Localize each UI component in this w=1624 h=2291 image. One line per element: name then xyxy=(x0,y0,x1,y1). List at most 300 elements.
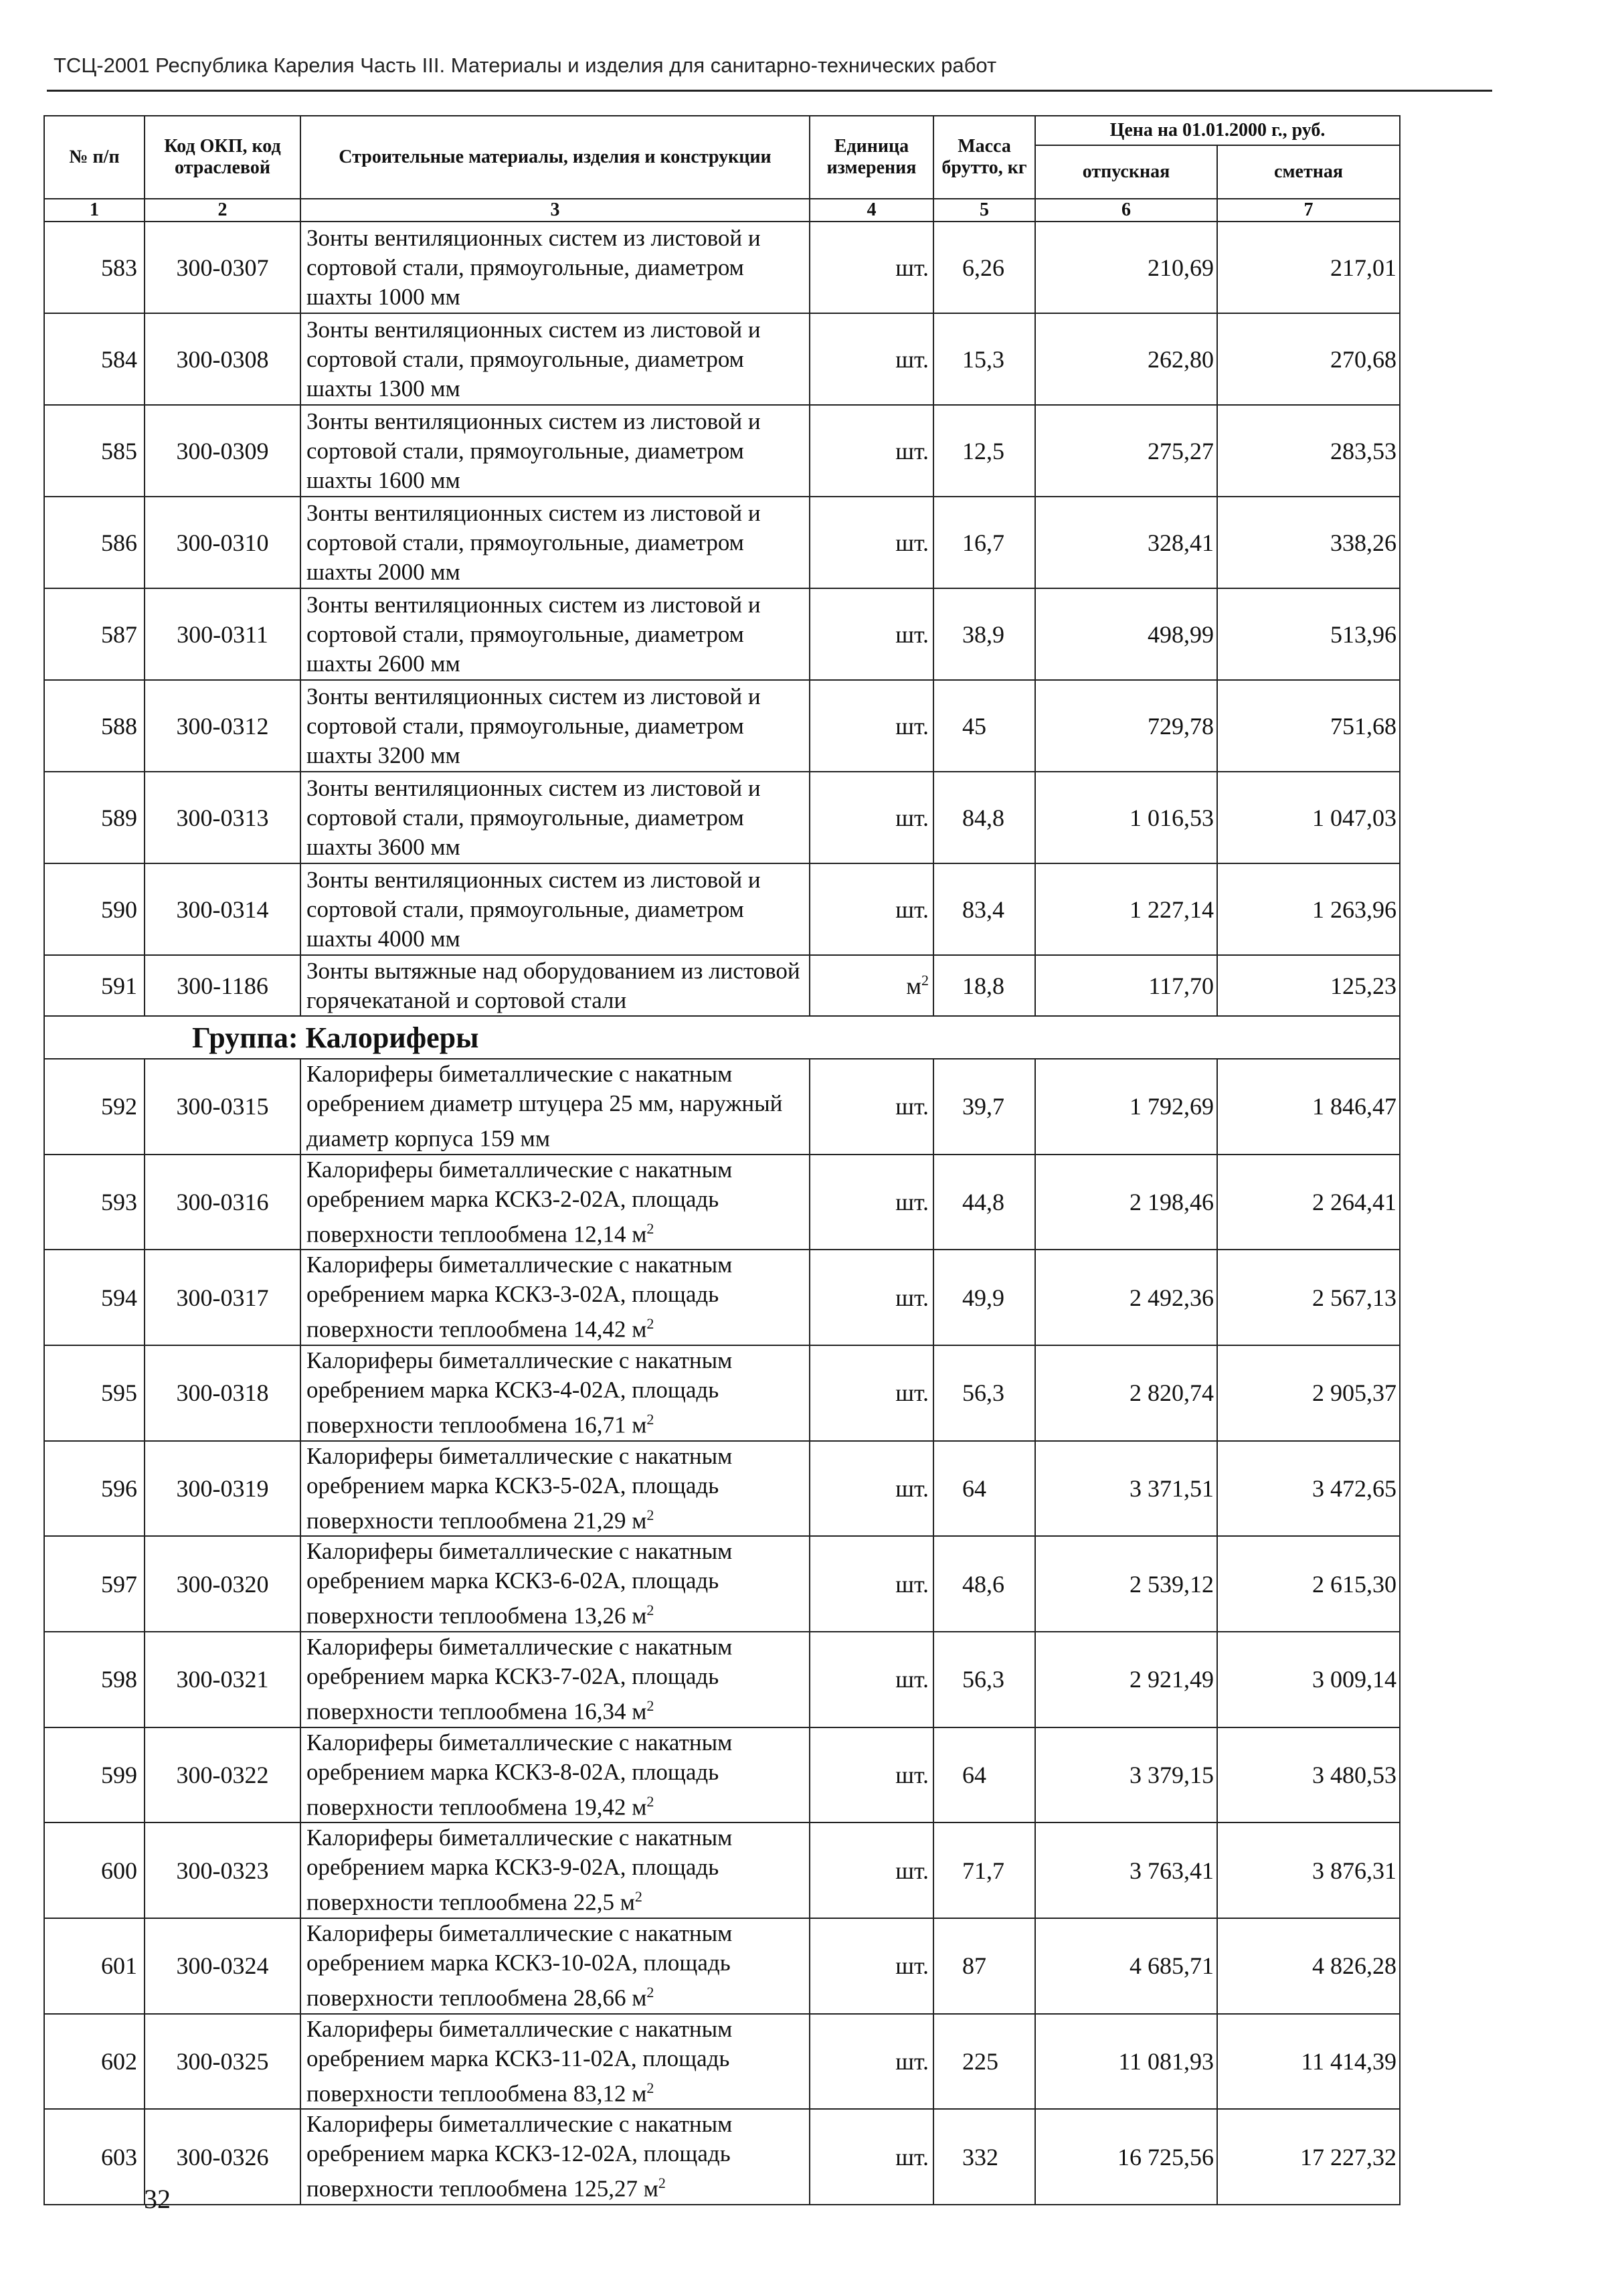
okp-code xyxy=(145,497,300,588)
row-number xyxy=(44,1250,145,1345)
okp-code-text: 300-0310 xyxy=(176,529,269,556)
gross-mass-text: 87 xyxy=(962,1952,986,1980)
material-name xyxy=(300,497,810,588)
release-price-text: 2 921,49 xyxy=(1130,1666,1214,1693)
table-row xyxy=(44,1345,1400,1441)
column-number: 4 xyxy=(810,199,933,222)
okp-code xyxy=(145,1250,300,1345)
release-price-text: 16 725,56 xyxy=(1117,2143,1214,2171)
unit-of-measure-text: шт. xyxy=(895,1666,929,1693)
estimate-price-text: 1 846,47 xyxy=(1312,1093,1396,1120)
row-number xyxy=(44,1441,145,1537)
gross-mass-text: 44,8 xyxy=(962,1188,1004,1215)
column-number: 5 xyxy=(933,199,1035,222)
row-number xyxy=(44,680,145,772)
row-number-text: 594 xyxy=(101,1284,137,1311)
okp-code-text: 300-0323 xyxy=(176,1857,269,1884)
material-name-text: Зонты вентиляционных систем из листовой и сортовой стали, прямоугольные, диаметром шахты 1600 мм xyxy=(306,408,761,493)
gross-mass-text: 83,4 xyxy=(962,896,1004,923)
unit-of-measure xyxy=(810,2109,933,2205)
gross-mass-text: 16,7 xyxy=(962,529,1004,556)
release-price xyxy=(1035,1441,1217,1537)
okp-code-text: 300-0325 xyxy=(176,2047,269,2075)
table-row xyxy=(44,1822,1400,1918)
gross-mass xyxy=(933,1536,1035,1632)
row-number xyxy=(44,1632,145,1727)
estimate-price xyxy=(1217,1059,1400,1155)
unit-of-measure xyxy=(810,772,933,863)
row-number xyxy=(44,2109,145,2205)
row-number xyxy=(44,222,145,313)
row-number xyxy=(44,1918,145,2014)
material-name-text: Калориферы биметаллические с накатным оребрением марка КСК3-8-02А, площадь поверхности теплообмена 19,42 м xyxy=(306,1729,733,1820)
row-number xyxy=(44,2014,145,2110)
unit-of-measure xyxy=(810,2014,933,2110)
row-number-text: 596 xyxy=(101,1474,137,1502)
okp-code xyxy=(145,405,300,497)
release-price-text: 4 685,71 xyxy=(1130,1952,1214,1980)
estimate-price-text: 4 826,28 xyxy=(1312,1952,1396,1980)
group-row xyxy=(44,1016,1400,1059)
release-price-text: 262,80 xyxy=(1148,345,1214,373)
estimate-price xyxy=(1217,1345,1400,1441)
gross-mass xyxy=(933,2109,1035,2205)
gross-mass xyxy=(933,2014,1035,2110)
row-number xyxy=(44,1059,145,1155)
okp-code-text: 300-0307 xyxy=(176,254,269,281)
row-number-text: 592 xyxy=(101,1093,137,1120)
release-price xyxy=(1035,497,1217,588)
unit-of-measure-text: шт. xyxy=(895,437,929,464)
unit-of-measure-text: шт. xyxy=(895,254,929,281)
unit-of-measure xyxy=(810,1059,933,1155)
row-number xyxy=(44,1345,145,1441)
col-header-price-estimate: сметная xyxy=(1217,145,1400,199)
table-row xyxy=(44,1059,1400,1155)
table-row xyxy=(44,497,1400,588)
row-number xyxy=(44,1155,145,1250)
table-row xyxy=(44,1250,1400,1345)
unit-of-measure-text: шт. xyxy=(895,1570,929,1598)
material-name xyxy=(300,1250,810,1345)
estimate-price xyxy=(1217,2014,1400,2110)
estimate-price xyxy=(1217,955,1400,1016)
unit-of-measure-text: шт. xyxy=(895,1284,929,1311)
okp-code xyxy=(145,1918,300,2014)
estimate-price xyxy=(1217,222,1400,313)
unit-of-measure-text: м xyxy=(906,972,921,999)
material-name-text: Калориферы биметаллические с накатным оребрением марка КСК3-11-02А, площадь поверхности теплообмена 83,12 м xyxy=(306,2015,733,2107)
gross-mass-text: 84,8 xyxy=(962,804,1004,831)
okp-code-text: 300-0322 xyxy=(176,1761,269,1788)
unit-of-measure-text: шт. xyxy=(895,1093,929,1120)
page-header-title: ТСЦ-2001 Республика Карелия Часть III. Материалы и изделия для санитарно-технических работ xyxy=(54,54,997,77)
release-price-text: 275,27 xyxy=(1148,437,1214,464)
unit-of-measure xyxy=(810,1441,933,1537)
material-name xyxy=(300,1345,810,1441)
release-price xyxy=(1035,2014,1217,2110)
row-number xyxy=(44,1536,145,1632)
material-name xyxy=(300,2109,810,2205)
unit-of-measure-text: шт. xyxy=(895,2143,929,2171)
release-price xyxy=(1035,1250,1217,1345)
release-price xyxy=(1035,1345,1217,1441)
material-name-text: Калориферы биметаллические с накатным оребрением марка КСК3-4-02А, площадь поверхности теплообмена 16,71 м xyxy=(306,1347,733,1438)
unit-of-measure xyxy=(810,863,933,955)
release-price-text: 117,70 xyxy=(1148,972,1214,999)
gross-mass-text: 15,3 xyxy=(962,345,1004,373)
release-price xyxy=(1035,1059,1217,1155)
gross-mass xyxy=(933,1822,1035,1918)
release-price-text: 498,99 xyxy=(1148,620,1214,648)
unit-of-measure xyxy=(810,1536,933,1632)
release-price-text: 3 371,51 xyxy=(1130,1474,1214,1502)
release-price xyxy=(1035,588,1217,680)
row-number xyxy=(44,497,145,588)
okp-code xyxy=(145,2014,300,2110)
estimate-price-text: 751,68 xyxy=(1330,712,1396,740)
release-price xyxy=(1035,1727,1217,1823)
table-row xyxy=(44,405,1400,497)
release-price xyxy=(1035,1155,1217,1250)
unit-of-measure xyxy=(810,222,933,313)
okp-code-text: 300-0311 xyxy=(177,620,268,648)
table-row xyxy=(44,313,1400,405)
gross-mass-text: 48,6 xyxy=(962,1570,1004,1598)
table-row xyxy=(44,955,1400,1016)
material-name xyxy=(300,1632,810,1727)
material-name xyxy=(300,955,810,1016)
material-name-text: Зонты вентиляционных систем из листовой и сортовой стали, прямоугольные, диаметром шахты 1300 мм xyxy=(306,316,761,402)
material-name-text: Калориферы биметаллические с накатным оребрением марка КСК3-7-02А, площадь поверхности теплообмена 16,34 м xyxy=(306,1633,733,1725)
okp-code-text: 300-0326 xyxy=(176,2143,269,2171)
estimate-price-text: 3 009,14 xyxy=(1312,1666,1396,1693)
release-price-text: 3 379,15 xyxy=(1130,1761,1214,1788)
gross-mass-text: 71,7 xyxy=(962,1857,1004,1884)
gross-mass xyxy=(933,1632,1035,1727)
estimate-price xyxy=(1217,1536,1400,1632)
gross-mass-text: 12,5 xyxy=(962,437,1004,464)
name-superscript: 2 xyxy=(658,2175,666,2192)
estimate-price-text: 217,01 xyxy=(1330,254,1396,281)
row-number xyxy=(44,1727,145,1823)
material-name-text: Зонты вентиляционных систем из листовой и сортовой стали, прямоугольные, диаметром шахты 4000 мм xyxy=(306,866,761,952)
material-name xyxy=(300,1059,810,1155)
material-name xyxy=(300,313,810,405)
row-number-text: 589 xyxy=(101,804,137,831)
estimate-price-text: 3 876,31 xyxy=(1312,1857,1396,1884)
row-number xyxy=(44,772,145,863)
gross-mass xyxy=(933,1250,1035,1345)
gross-mass-text: 38,9 xyxy=(962,620,1004,648)
material-name-text: Зонты вытяжные над оборудованием из листовой горячекатаной и сортовой стали xyxy=(306,957,800,1013)
release-price xyxy=(1035,2109,1217,2205)
release-price xyxy=(1035,1822,1217,1918)
okp-code xyxy=(145,1059,300,1155)
material-name xyxy=(300,1918,810,2014)
release-price-text: 210,69 xyxy=(1148,254,1214,281)
okp-code-text: 300-0312 xyxy=(176,712,269,740)
col-header-code: Код ОКП, код отраслевой xyxy=(145,116,300,199)
release-price-text: 11 081,93 xyxy=(1118,2047,1214,2075)
row-number-text: 597 xyxy=(101,1570,137,1598)
unit-of-measure-text: шт. xyxy=(895,1761,929,1788)
table-row xyxy=(44,588,1400,680)
row-number xyxy=(44,405,145,497)
col-header-name: Строительные материалы, изделия и конструкции xyxy=(300,116,810,199)
gross-mass xyxy=(933,313,1035,405)
okp-code-text: 300-0308 xyxy=(176,345,269,373)
estimate-price xyxy=(1217,1250,1400,1345)
unit-of-measure-text: шт. xyxy=(895,1857,929,1884)
release-price-text: 1 227,14 xyxy=(1130,896,1214,923)
column-number: 7 xyxy=(1217,199,1400,222)
unit-of-measure xyxy=(810,1632,933,1727)
gross-mass xyxy=(933,405,1035,497)
estimate-price xyxy=(1217,1632,1400,1727)
estimate-price xyxy=(1217,405,1400,497)
row-number-text: 600 xyxy=(101,1857,137,1884)
estimate-price xyxy=(1217,1155,1400,1250)
material-name xyxy=(300,2014,810,2110)
gross-mass xyxy=(933,1155,1035,1250)
estimate-price-text: 270,68 xyxy=(1330,345,1396,373)
release-price xyxy=(1035,863,1217,955)
gross-mass-text: 56,3 xyxy=(962,1666,1004,1693)
unit-superscript: 2 xyxy=(921,971,929,989)
material-name xyxy=(300,1727,810,1823)
gross-mass xyxy=(933,1441,1035,1537)
estimate-price-text: 1 263,96 xyxy=(1312,896,1396,923)
gross-mass xyxy=(933,1059,1035,1155)
estimate-price xyxy=(1217,1441,1400,1537)
material-name-text: Калориферы биметаллические с накатным оребрением марка КСК3-10-02А, площадь поверхности теплообмена 28,66 м xyxy=(306,1920,733,2011)
col-header-price-release: отпускная xyxy=(1035,145,1217,199)
okp-code xyxy=(145,1632,300,1727)
material-name xyxy=(300,863,810,955)
row-number xyxy=(44,588,145,680)
unit-of-measure-text: шт. xyxy=(895,1474,929,1502)
material-name-text: Калориферы биметаллические с накатным оребрением марка КСК3-9-02А, площадь поверхности теплообмена 22,5 м xyxy=(306,1825,733,1916)
release-price xyxy=(1035,955,1217,1016)
estimate-price-text: 1 047,03 xyxy=(1312,804,1396,831)
estimate-price-text: 283,53 xyxy=(1330,437,1396,464)
release-price xyxy=(1035,1918,1217,2014)
material-name-text: Зонты вентиляционных систем из листовой и сортовой стали, прямоугольные, диаметром шахты 3600 мм xyxy=(306,774,761,860)
release-price-text: 2 198,46 xyxy=(1130,1188,1214,1215)
row-number xyxy=(44,955,145,1016)
material-name-text: Калориферы биметаллические с накатным оребрением марка КСК3-12-02А, площадь поверхности теплообмена 125,27 м xyxy=(306,2111,733,2202)
unit-of-measure-text: шт. xyxy=(895,345,929,373)
estimate-price-text: 513,96 xyxy=(1330,620,1396,648)
release-price xyxy=(1035,313,1217,405)
estimate-price-text: 3 472,65 xyxy=(1312,1474,1396,1502)
estimate-price xyxy=(1217,497,1400,588)
row-number-text: 583 xyxy=(101,254,137,281)
unit-of-measure xyxy=(810,313,933,405)
column-number: 1 xyxy=(44,199,145,222)
material-name-text: Зонты вентиляционных систем из листовой и сортовой стали, прямоугольные, диаметром шахты 2600 мм xyxy=(306,591,761,677)
gross-mass-text: 6,26 xyxy=(962,254,1004,281)
table-row xyxy=(44,863,1400,955)
row-number-text: 603 xyxy=(101,2143,137,2171)
unit-of-measure xyxy=(810,1822,933,1918)
col-header-price: Цена на 01.01.2000 г., руб. xyxy=(1035,116,1400,145)
okp-code-text: 300-0313 xyxy=(176,804,269,831)
table-row xyxy=(44,222,1400,313)
unit-of-measure xyxy=(810,955,933,1016)
release-price-text: 1 792,69 xyxy=(1130,1093,1214,1120)
gross-mass xyxy=(933,955,1035,1016)
material-name-text: Зонты вентиляционных систем из листовой и сортовой стали, прямоугольные, диаметром шахты 3200 мм xyxy=(306,683,761,768)
row-number-text: 584 xyxy=(101,345,137,373)
estimate-price xyxy=(1217,1822,1400,1918)
unit-of-measure xyxy=(810,588,933,680)
estimate-price-text: 2 905,37 xyxy=(1312,1379,1396,1407)
unit-of-measure-text: шт. xyxy=(895,1188,929,1215)
estimate-price xyxy=(1217,1918,1400,2014)
row-number-text: 602 xyxy=(101,2047,137,2075)
estimate-price-text: 2 615,30 xyxy=(1312,1570,1396,1598)
release-price-text: 1 016,53 xyxy=(1130,804,1214,831)
okp-code xyxy=(145,588,300,680)
row-number-text: 590 xyxy=(101,896,137,923)
release-price xyxy=(1035,1632,1217,1727)
estimate-price-text: 17 227,32 xyxy=(1300,2143,1396,2171)
gross-mass-text: 225 xyxy=(962,2047,998,2075)
unit-of-measure-text: шт. xyxy=(895,896,929,923)
unit-of-measure-text: шт. xyxy=(895,1952,929,1980)
gross-mass-text: 64 xyxy=(962,1474,986,1502)
okp-code xyxy=(145,1345,300,1441)
gross-mass xyxy=(933,588,1035,680)
material-name xyxy=(300,222,810,313)
unit-of-measure xyxy=(810,1727,933,1823)
gross-mass-text: 49,9 xyxy=(962,1284,1004,1311)
okp-code xyxy=(145,1441,300,1537)
estimate-price xyxy=(1217,772,1400,863)
unit-of-measure xyxy=(810,1345,933,1441)
table-row xyxy=(44,2014,1400,2110)
column-number: 3 xyxy=(300,199,810,222)
okp-code xyxy=(145,313,300,405)
material-name xyxy=(300,405,810,497)
row-number xyxy=(44,313,145,405)
gross-mass xyxy=(933,497,1035,588)
table-row xyxy=(44,772,1400,863)
gross-mass xyxy=(933,772,1035,863)
gross-mass xyxy=(933,1727,1035,1823)
row-number-text: 585 xyxy=(101,437,137,464)
material-name-text: Зонты вентиляционных систем из листовой и сортовой стали, прямоугольные, диаметром шахты 1000 мм xyxy=(306,224,761,310)
material-name-text: Калориферы биметаллические с накатным оребрением марка КСК3-3-02А, площадь поверхности теплообмена 14,42 м xyxy=(306,1252,733,1343)
estimate-price xyxy=(1217,680,1400,772)
material-name-text: Калориферы биметаллические с накатным оребрением марка КСК3-5-02А, площадь поверхности теплообмена 21,29 м xyxy=(306,1442,733,1534)
unit-of-measure xyxy=(810,680,933,772)
name-superscript: 2 xyxy=(646,1983,654,2001)
name-superscript: 2 xyxy=(646,1697,654,1714)
estimate-price-text: 3 480,53 xyxy=(1312,1761,1396,1788)
gross-mass-text: 18,8 xyxy=(962,972,1004,999)
gross-mass xyxy=(933,680,1035,772)
materials-price-table xyxy=(43,115,1401,2205)
unit-of-measure-text: шт. xyxy=(895,804,929,831)
unit-of-measure xyxy=(810,1918,933,2014)
gross-mass xyxy=(933,1345,1035,1441)
row-number-text: 598 xyxy=(101,1666,137,1693)
table-row xyxy=(44,1727,1400,1823)
okp-code-text: 300-0318 xyxy=(176,1379,269,1407)
table-row xyxy=(44,2109,1400,2205)
gross-mass-text: 56,3 xyxy=(962,1379,1004,1407)
page-number: 32 xyxy=(144,2184,171,2214)
material-name xyxy=(300,772,810,863)
unit-of-measure xyxy=(810,1250,933,1345)
okp-code xyxy=(145,222,300,313)
okp-code-text: 300-0319 xyxy=(176,1474,269,1502)
table-row xyxy=(44,1632,1400,1727)
row-number-text: 588 xyxy=(101,712,137,740)
unit-of-measure xyxy=(810,1155,933,1250)
estimate-price-text: 2 567,13 xyxy=(1312,1284,1396,1311)
release-price xyxy=(1035,1536,1217,1632)
table-body xyxy=(44,222,1400,2205)
okp-code-text: 300-1186 xyxy=(177,972,268,999)
okp-code-text: 300-0320 xyxy=(176,1570,269,1598)
name-superscript: 2 xyxy=(634,1888,642,1905)
okp-code-text: 300-0314 xyxy=(176,896,269,923)
unit-of-measure xyxy=(810,497,933,588)
col-header-num: № п/п xyxy=(44,116,145,199)
okp-code xyxy=(145,772,300,863)
row-number-text: 586 xyxy=(101,529,137,556)
material-name xyxy=(300,1441,810,1537)
estimate-price xyxy=(1217,588,1400,680)
material-name-text: Зонты вентиляционных систем из листовой и сортовой стали, прямоугольные, диаметром шахты 2000 мм xyxy=(306,499,761,585)
unit-of-measure-text: шт. xyxy=(895,712,929,740)
estimate-price xyxy=(1217,1727,1400,1823)
name-superscript: 2 xyxy=(646,2079,654,2096)
material-name-text: Калориферы биметаллические с накатным оребрением марка КСК3-2-02А, площадь поверхности теплообмена 12,14 м xyxy=(306,1156,733,1248)
table-row xyxy=(44,1918,1400,2014)
okp-code-text: 300-0309 xyxy=(176,437,269,464)
unit-of-measure xyxy=(810,405,933,497)
gross-mass xyxy=(933,1918,1035,2014)
row-number-text: 601 xyxy=(101,1952,137,1980)
release-price-text: 2 820,74 xyxy=(1130,1379,1214,1407)
gross-mass-text: 45 xyxy=(962,712,986,740)
release-price-text: 328,41 xyxy=(1148,529,1214,556)
estimate-price-text: 11 414,39 xyxy=(1301,2047,1396,2075)
okp-code xyxy=(145,680,300,772)
release-price xyxy=(1035,222,1217,313)
okp-code xyxy=(145,1727,300,1823)
unit-of-measure-text: шт. xyxy=(895,620,929,648)
material-name xyxy=(300,1536,810,1632)
release-price xyxy=(1035,772,1217,863)
estimate-price-text: 125,23 xyxy=(1330,972,1396,999)
release-price xyxy=(1035,680,1217,772)
unit-of-measure-text: шт. xyxy=(895,529,929,556)
name-superscript: 2 xyxy=(646,1506,654,1523)
group-heading: Группа: Калориферы xyxy=(44,1016,1400,1059)
row-number-text: 599 xyxy=(101,1761,137,1788)
column-number: 6 xyxy=(1035,199,1217,222)
okp-code xyxy=(145,863,300,955)
row-number-text: 595 xyxy=(101,1379,137,1407)
release-price-text: 3 763,41 xyxy=(1130,1857,1214,1884)
material-name xyxy=(300,1822,810,1918)
